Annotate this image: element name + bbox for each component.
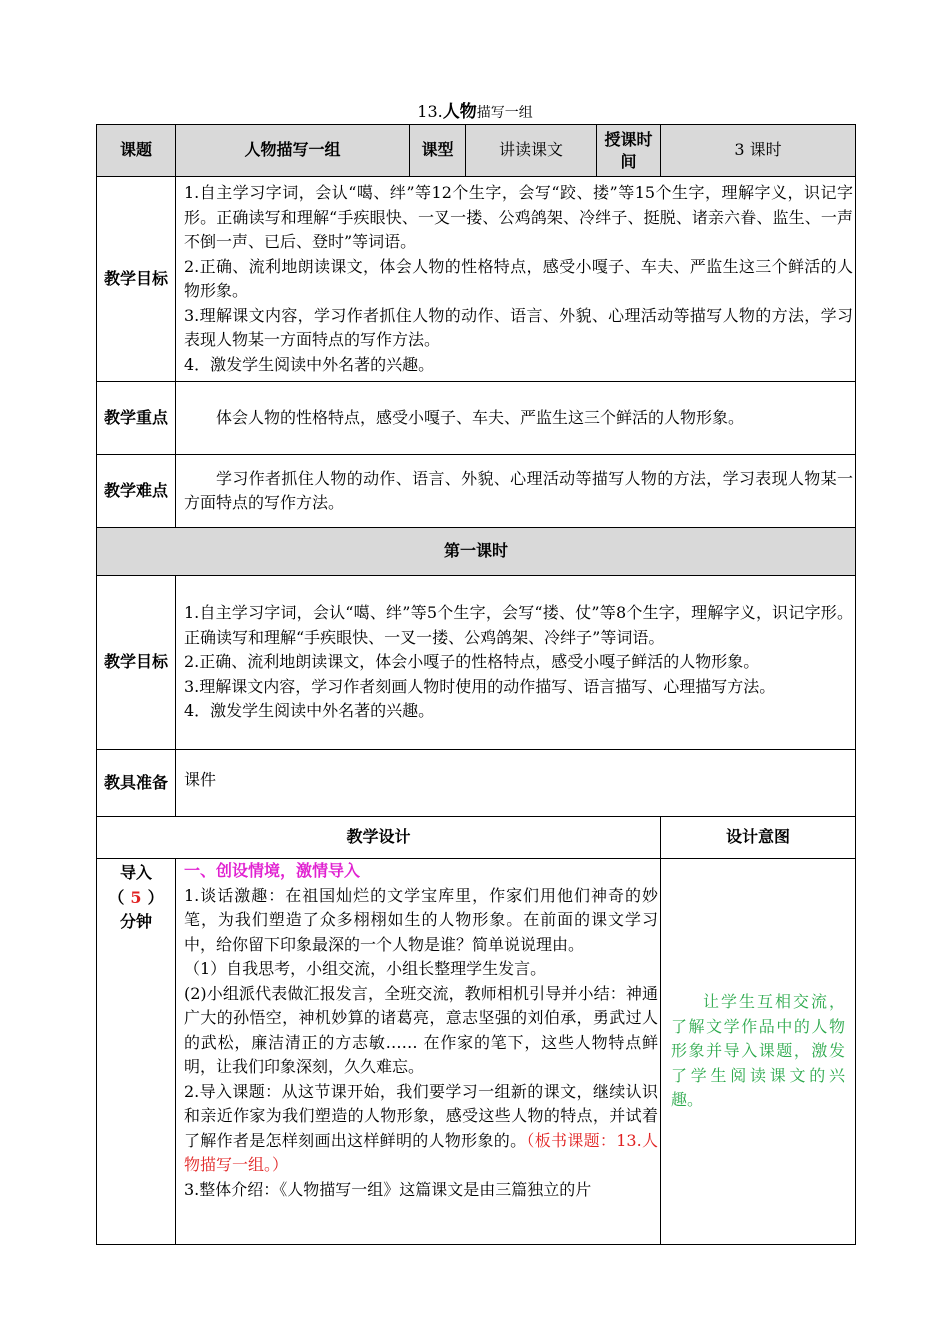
first-lesson-goals-content: [176, 576, 856, 750]
title-rest: 描写一组: [476, 105, 533, 121]
first-lesson-row: [97, 528, 856, 576]
type-value: 讲读课文: [466, 125, 597, 177]
difficulties-text: 学习作者抓住人物的动作、语言、外貌、心理活动等描写人物的方法，学习表现人物某一方面特点的写作方法。: [176, 455, 856, 528]
design-paragraph: 1.谈话激趣：在祖国灿烂的文学宝库里，作家们用他们神奇的妙笔，为我们塑造了众多栩栩如生的人物形象。在前面的课文学习中，给你留下印象最深的一个人物是谁？简单说说理由。: [184, 885, 658, 954]
design-paragraph: (2)小组派代表做汇报发言，全班交流，教师相机引导并小结：神通广大的孙悟空，神机妙算的诸葛亮，意志坚强的刘伯承，勇武过人的武松，廉洁清正的方志敏…… 在作家的笔下，这些人物特点鲜明，让我们印象深刻，久久难忘。: [184, 983, 658, 1076]
first-lesson-goals-line: 1.自主学习字词，会认“噶、绊”等5个生字，会写“搂、仗”等8个生字，理解字义，识记字形。正确读写和理解“手疾眼快、一叉一搂、公鸡鸽架、冷绊子”等词语。: [184, 603, 853, 647]
first-lesson-goals-label: 教学目标: [97, 576, 176, 750]
type-label: 课型: [410, 125, 466, 177]
goals-line: 1.自主学习字词，会认“噶、绊”等12个生字，会写“跤、搂”等15个生字，理解字义，识记字形。正确读写和理解“手疾眼快、一叉一搂、公鸡鸽架、冷绊子、挺脱、诸亲六眷、监生、一声不倒一声、已后、登时”等词语。: [184, 183, 853, 251]
tools-label: 教具准备: [97, 750, 176, 817]
first-lesson-goals-line: 4．激发学生阅读中外名著的兴趣。: [184, 701, 435, 721]
intro-minutes-line: [97, 886, 175, 911]
page-title: [0, 102, 950, 123]
board-note: （板书课题：13.人物描写一组。）: [184, 1130, 658, 1174]
tools-row: [97, 750, 856, 817]
title-number: 13.: [417, 102, 443, 121]
intro-paren-open: （: [108, 887, 125, 907]
topic-value: 人物描写一组: [176, 125, 410, 177]
design-paragraph-text: 2.导入课题：从这节课开始，我们要学习一组新的课文，继续认识和亲近作家为我们塑造的人物形象，感受这些人物的特点，并试着了解作者是怎样刻画出这样鲜明的人物形象的。: [184, 1081, 658, 1150]
tools-value: 课件: [176, 750, 856, 817]
hours-value: 3 课时: [661, 125, 856, 177]
key-points-label: 教学重点: [97, 382, 176, 455]
goals-label: 教学目标: [97, 177, 176, 382]
goals-line: 4．激发学生阅读中外名著的兴趣。: [184, 354, 435, 374]
design-paragraph: [184, 1080, 658, 1178]
design-paragraph: （1）自我思考，小组交流，小组长整理学生发言。: [184, 959, 547, 978]
design-paragraph: 3.整体介绍：《人物描写一组》这篇课文是由三篇独立的片: [184, 1179, 592, 1199]
title-bold: 人物: [442, 102, 477, 122]
goals-row: [97, 177, 856, 382]
lesson-plan-table: [96, 124, 856, 1245]
first-lesson-goals-line: 3.理解课文内容，学习作者刻画人物时使用的动作描写、语言描写、心理描写方法。: [184, 676, 776, 696]
goals-line: 2.正确、流利地朗读课文，体会人物的性格特点，感受小嘎子、车夫、严监生这三个鲜活的人物形象。: [184, 256, 853, 300]
difficulties-label: 教学难点: [97, 455, 176, 528]
header-row: [97, 125, 856, 177]
first-lesson-goals-row: [97, 576, 856, 750]
key-points-row: [97, 382, 856, 455]
intro-label-line: 分钟: [119, 912, 152, 931]
design-header-row: [97, 817, 856, 859]
key-points-text: 体会人物的性格特点，感受小嘎子、车夫、严监生这三个鲜活的人物形象。: [176, 382, 856, 455]
hours-label: 授课时间: [597, 125, 661, 177]
section-heading: 一、创设情境，激情导入: [184, 861, 361, 880]
design-header: 教学设计: [97, 817, 661, 859]
first-lesson-goals-line: 2.正确、流利地朗读课文，体会小嘎子的性格特点，感受小嘎子鲜活的人物形象。: [184, 652, 760, 672]
design-content-row: [97, 859, 856, 1245]
intent-header: 设计意图: [661, 817, 856, 859]
goals-line: 3.理解课文内容，学习作者抓住人物的动作、语言、外貌、心理活动等描写人物的方法，学习表现人物某一方面特点的写作方法。: [184, 305, 853, 349]
intro-minutes: 5: [130, 887, 142, 907]
intro-paren-close: ）: [147, 887, 164, 907]
goals-content: [176, 177, 856, 382]
topic-label: 课题: [97, 125, 176, 177]
first-lesson-title: 第一课时: [97, 528, 856, 576]
intent-text: 让学生互相交流，了解文学作品中的人物形象并导入课题，激发了学生阅读课文的兴趣。: [661, 859, 856, 1245]
intro-label-line: 导入: [119, 863, 152, 882]
intro-label: [97, 859, 176, 1245]
design-content: [176, 859, 661, 1245]
difficulties-row: [97, 455, 856, 528]
